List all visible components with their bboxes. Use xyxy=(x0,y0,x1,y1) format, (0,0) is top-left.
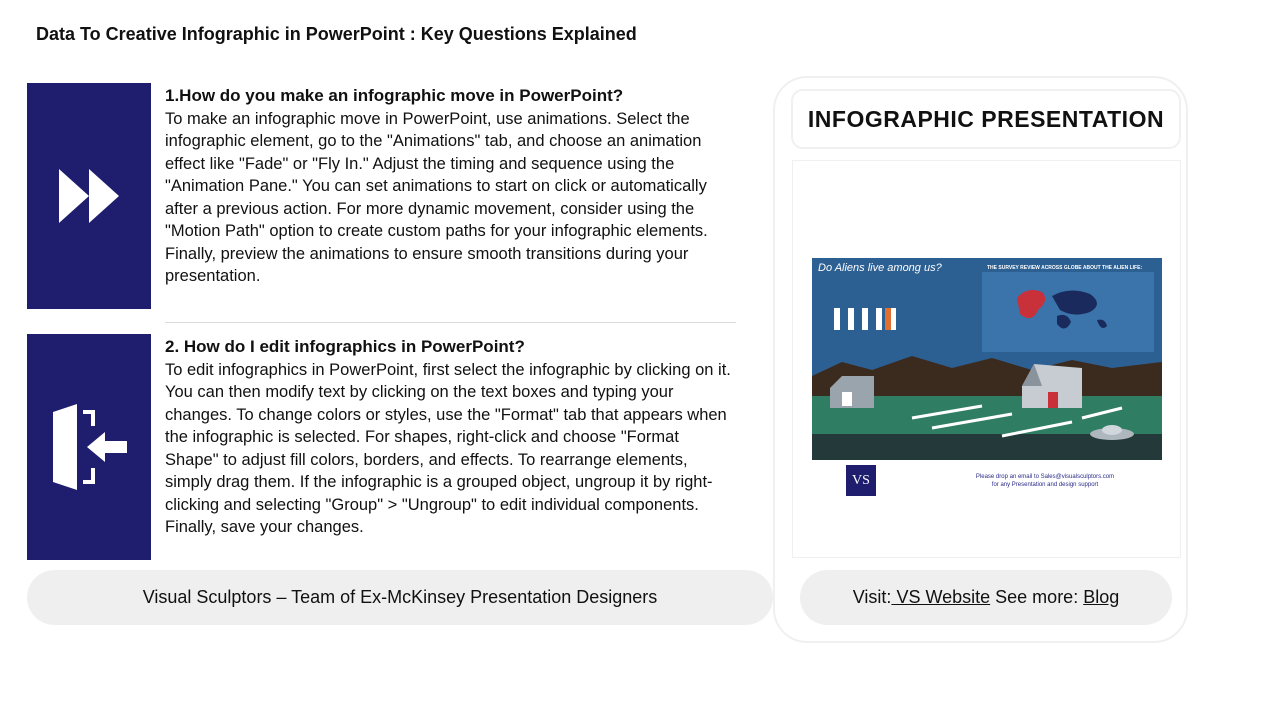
answer-2: To edit infographics in PowerPoint, first select the infographic by clicking on it. You can then modify text by clicking on the text boxes and typing your changes. To change colors or styles, use the "Format" tab that appears when the infographic is selected. For shapes, right-click and choose "Format Shape" to adjust fill colors, borders, and effects. To rearrange elements, simply drag them. If the infographic is a grouped object, ungroup it by right-clicking and selecting "Group" > "Ungroup" to edit individual components. Finally, save your changes. xyxy=(165,360,731,536)
fast-forward-icon xyxy=(57,167,121,225)
fast-forward-icon-box xyxy=(27,83,151,309)
contact-note xyxy=(930,473,1160,489)
sign-in-icon-box xyxy=(27,334,151,560)
company-banner xyxy=(27,570,773,625)
website-link[interactable]: VS Website xyxy=(891,587,991,607)
contact-line-1: Please drop an email to Sales@visualsculptors.com xyxy=(975,474,1115,480)
links-banner xyxy=(800,570,1172,625)
visit-label: Visit: xyxy=(852,587,892,607)
question-1: 1.How do you make an infographic move in PowerPoint? xyxy=(165,86,624,105)
see-more-label: See more: xyxy=(990,587,1084,607)
contact-line-2: for any Presentation and design support xyxy=(991,482,1099,488)
divider xyxy=(165,322,736,323)
blog-link[interactable]: Blog xyxy=(1083,587,1120,607)
vs-logo: VS xyxy=(846,465,876,496)
alien-scene-illustration xyxy=(812,258,1162,460)
infographic-preview-title: Do Aliens live among us? xyxy=(818,262,942,274)
page-title: Data To Creative Infographic in PowerPoint : Key Questions Explained xyxy=(36,24,637,44)
sign-in-icon xyxy=(49,402,129,492)
company-tagline: Visual Sculptors – Team of Ex-McKinsey Presentation Designers xyxy=(142,587,658,607)
answer-1: To make an infographic move in PowerPoint, use animations. Select the infographic element, go to the "Animations" tab, and choose an animation effect like "Fade" or "Fly In." Adjust the timing and sequence using the "Animation Pane." You can set animations to start on click or automatically after a previous action. For more dynamic movement, consider using the "Motion Path" option to create custom paths for your infographic elements. Finally, preview the animations to ensure smooth transitions during your presentation. xyxy=(165,109,708,285)
infographic-preview-image xyxy=(812,258,1162,460)
question-2: 2. How do I edit infographics in PowerPoint? xyxy=(165,337,525,356)
qa-item-2 xyxy=(165,336,737,539)
infographic-preview-subtitle: THE SURVEY REVIEW ACROSS GLOBE ABOUT THE ALIEN LIFE: xyxy=(987,265,1143,271)
qa-item-1 xyxy=(165,85,737,288)
infographic-title: INFOGRAPHIC PRESENTATION xyxy=(791,89,1181,149)
